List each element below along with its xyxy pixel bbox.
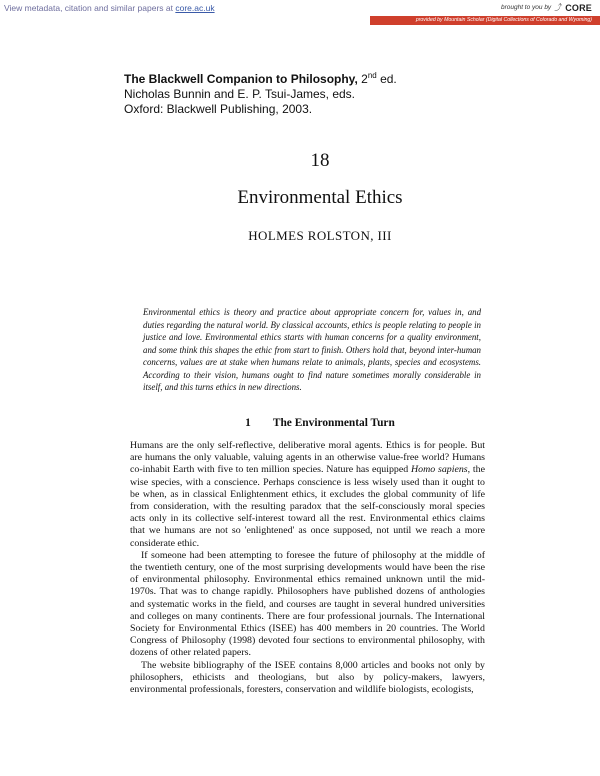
core-logo-icon: ⤴ bbox=[554, 3, 563, 12]
book-title: The Blackwell Companion to Philosophy, bbox=[124, 72, 358, 86]
core-metadata-link[interactable] bbox=[4, 3, 215, 13]
core-link-domain[interactable]: core.ac.uk bbox=[175, 3, 215, 13]
paragraph: If someone had been attempting to foresee the future of philosophy at the middle of the twentieth century, one of the most surprising developments would have been the rise of environmental philosophy. Environmental ethics remained unknown until the mid-1970s. That was to change rapidly. Philosophers have published dozens of anthologies and systematic works in the field, and courses are taught in several hundred universities and colleges on many continents. There are four professional journals. The International Society for Environmental Ethics (ISEE) has 400 members in 20 countries. The World Congress of Philosophy (1998) devoted four sections to environmental philosophy, with dozens of other related papers. bbox=[130, 549, 485, 659]
chapter-number: 18 bbox=[310, 150, 330, 171]
section-number: 1 bbox=[245, 417, 251, 429]
species-name: Homo sapiens bbox=[411, 464, 468, 476]
core-logo-text: CORE bbox=[565, 2, 592, 13]
section-title: The Environmental Turn bbox=[272, 417, 395, 429]
paragraph-text: , the wise species, with a conscience. Perhaps conscience is less wisely used than it ought to be when, as in classical Enlightenment ethics, it excludes the global community of life from consideration, with the resulting paradox that the self-consciously moral species acts only in its collective self-interest toward all the rest. Environmental ethics claims that we humans are not so 'enlightened' as once supposed, not until we reach a more considerate ethic. bbox=[130, 464, 485, 549]
editors-line: Nicholas Bunnin and E. P. Tsui-James, eds. bbox=[124, 87, 356, 101]
edition-number: 2 bbox=[357, 72, 368, 86]
brought-to-you-by[interactable] bbox=[501, 2, 592, 13]
edition-suffix: nd bbox=[367, 71, 377, 80]
citation-title-line bbox=[124, 68, 397, 87]
core-link-text: View metadata, citation and similar papers at bbox=[4, 3, 176, 13]
abstract: Environmental ethics is theory and practice about appropriate concern for, values in, and duties regarding the natural world. By classical accounts, ethics is people relating to people in justice and love. Environmental ethics starts with human concerns for a quality environment, and some think this shapes the ethic from start to finish. Others hold that, beyond inter-human concerns, values are at stake when humans relate to animals, plants, species and ecosystems. According to their vision, humans ought to find nature sometimes morally considerable in itself, and this turns ethics in new directions. bbox=[143, 307, 481, 392]
citation-block bbox=[124, 68, 397, 117]
section-heading bbox=[0, 417, 600, 429]
brought-text: brought to you by bbox=[500, 4, 552, 11]
edition-tail: ed. bbox=[376, 72, 397, 86]
body-text bbox=[130, 440, 485, 696]
chapter-title: Environmental Ethics bbox=[237, 187, 403, 208]
provided-by-bar[interactable]: provided by Mountain Scholar (Digital Collections of Colorado and Wyoming) bbox=[370, 16, 600, 25]
paragraph: The website bibliography of the ISEE contains 8,000 articles and books not only by philosophers, ethicists and theologians, but also by policy-makers, lawyers, environmental professionals, foresters, conservation and wildlife biologists, ecologists, bbox=[130, 659, 485, 696]
chapter-author: HOLMES ROLSTON, III bbox=[248, 228, 392, 243]
publisher-line: Oxford: Blackwell Publishing, 2003. bbox=[124, 102, 313, 116]
paragraph bbox=[130, 440, 485, 550]
paragraph-text: Humans are the only self-reflective, deliberative moral agents. Ethics is for people. But are humans the only valuable, valuing agents in an otherwise value-free world? Humans co-inhabit Earth with five to ten million species. Nature has equipped bbox=[130, 440, 485, 476]
